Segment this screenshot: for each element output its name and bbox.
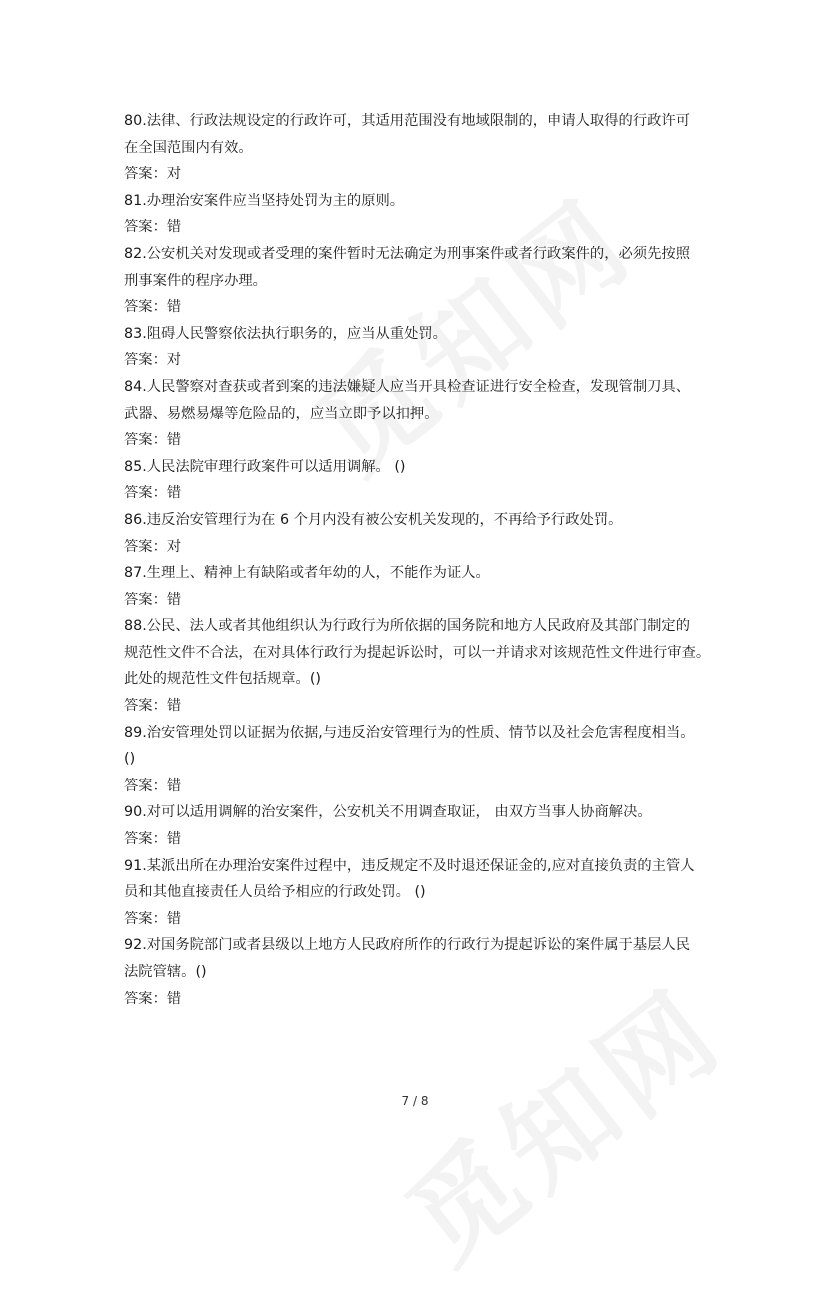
answer-line: 答案：错 <box>124 990 182 1007</box>
text-line: 80.法律、行政法规设定的行政许可，其适用范围没有地域限制的，申请人取得的行政许可 <box>124 113 691 129</box>
answer-line: 答案：错 <box>124 698 182 715</box>
text-line: 规范性文件不合法，在对具体行政行为提起诉讼时，可以一并请求对该规范性文件进行审查。 <box>124 644 711 661</box>
text-line: 87.生理上、精神上有缺陷或者年幼的人，不能作为证人。 <box>124 565 490 582</box>
answer-line: 答案：错 <box>124 432 182 449</box>
page-number: 7 / 8 <box>401 1094 429 1108</box>
text-line: 83.阻碍人民警察依法执行职务的，应当从重处罚。 <box>124 325 447 342</box>
text-line: 82.公安机关对发现或者受理的案件暂时无法确定为刑事案件或者行政案件的，必须先按照 <box>124 245 691 262</box>
text-line: 88.公民、法人或者其他组织认为行政行为所依据的国务院和地方人民政府及其部门制定的 <box>124 618 691 635</box>
text-line: 92.对国务院部门或者县级以上地方人民政府所作的行政行为提起诉讼的案件属于基层人民 <box>124 937 691 954</box>
answer-line: 答案：错 <box>124 831 182 848</box>
answer-line: 答案：错 <box>124 219 182 236</box>
text-line: () <box>124 751 136 768</box>
text-line: 85.人民法院审理行政案件可以适用调解。 () <box>124 458 406 475</box>
text-line: 89.治安管理处罚以证据为依据,与违反治安管理行为的性质、情节以及社会危害程度相当。 <box>124 724 695 741</box>
answer-line: 答案：错 <box>124 485 182 502</box>
text-line: 员和其他直接责任人员给予相应的行政处罚。 () <box>124 884 426 901</box>
text-line: 法院管辖。() <box>124 964 207 980</box>
text-line: 武器、易燃易爆等危险品的，应当立即予以扣押。 <box>124 405 439 422</box>
text-line: 在全国范围内有效。 <box>124 139 253 156</box>
answer-line: 答案：对 <box>124 352 182 369</box>
text-line: 86.违反治安管理行为在 6 个月内没有被公安机关发现的，不再给予行政处罚。 <box>124 511 623 528</box>
answer-line: 答案：错 <box>124 777 182 794</box>
text-line: 90.对可以适用调解的治安案件，公安机关不用调查取证， 由双方当事人协商解决。 <box>124 804 652 821</box>
text-line: 91.某派出所在办理治安案件过程中，违反规定不及时退还保证金的,应对直接负责的主管人 <box>124 857 695 874</box>
answer-line: 答案：对 <box>124 166 182 183</box>
text-line: 84.人民警察对查获或者到案的违法嫌疑人应当开具检查证进行安全检查，发现管制刀具、 <box>124 378 691 395</box>
text-line: 此处的规范性文件包括规章。() <box>124 671 322 688</box>
text-line: 81.办理治安案件应当坚持处罚为主的原则。 <box>124 192 405 209</box>
answer-line: 答案：对 <box>124 538 182 555</box>
answer-line: 答案：错 <box>124 299 182 316</box>
answer-line: 答案：错 <box>124 591 182 608</box>
answer-line: 答案：错 <box>124 910 182 927</box>
document-body <box>124 108 714 1012</box>
text-line: 刑事案件的程序办理。 <box>124 272 267 289</box>
